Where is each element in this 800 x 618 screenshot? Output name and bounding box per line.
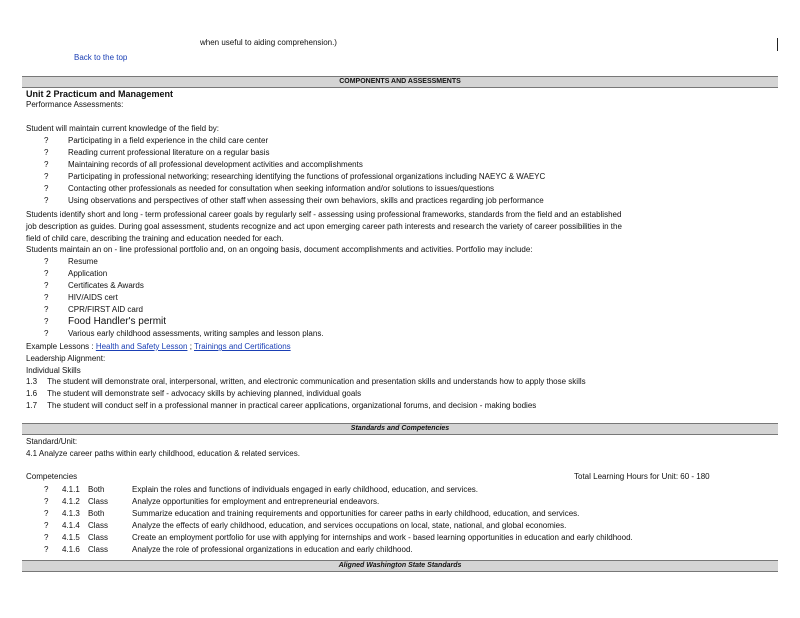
performance-assessments-label: Performance Assessments: [26,100,124,109]
competency-text: Analyze the effects of early childhood, education, and services occupations on local, state, national, and global economies. [132,521,567,530]
bullet-glyph: ? [44,485,49,494]
competency-number: 4.1.1 [62,485,80,494]
components-header: COMPONENTS AND ASSESSMENTS [339,78,461,85]
bullet-item [44,317,166,327]
standard-text: 4.1 Analyze career paths within early childhood, education & related services. [26,449,300,458]
bullet-text: Participating in professional networking; researching identifying the functions of professional organizations including NAEYC & WAEYC [68,172,546,181]
competency-type: Class [88,497,109,506]
text-cursor [777,38,778,51]
competency-row [44,533,633,543]
bullet-text: Using observations and perspectives of other staff when assessing their own behaviors, skills and practices regarding job performance [68,196,544,205]
competency-number: 4.1.2 [62,497,80,506]
bullet-item [44,269,107,279]
bullet-text: Resume [68,257,98,266]
skill-text: The student will conduct self in a professional manner in practical career applications, organizational forums, and decision - making bodies [47,401,537,410]
bullet-text: Contacting other professionals as needed for consultation when seeking information and/or solutions to issues/questions [68,184,495,193]
competency-row [44,509,579,519]
bullet-glyph: ? [44,545,49,554]
example-lessons-label: Example Lessons : [26,342,94,351]
aligned-standards-bar [22,560,778,572]
bullet-glyph: ? [44,136,49,145]
bullet-glyph: ? [44,533,49,542]
competency-row [44,521,566,531]
bullet-item [44,293,118,303]
bullet-text: Participating in a field experience in the child care center [68,136,269,145]
bullet-item [44,172,545,182]
portfolio-intro: Students maintain an on - line professional portfolio and, on an ongoing basis, document accomplishments and activities. Portfolio may include: [26,245,533,254]
bullet-item [44,136,268,146]
competency-row [44,485,478,495]
unit-title: Unit 2 Practicum and Management [26,89,174,99]
bullet-item [44,281,144,291]
skill-number: 1.7 [26,401,38,410]
trainings-certifications-link[interactable]: Trainings and Certifications [194,342,291,351]
competency-text: Summarize education and training requirements and opportunities for career paths in early childhood, education, and services. [132,509,580,518]
bullet-text: Reading current professional literature on a regular basis [68,148,270,157]
bullet-glyph: ? [44,148,49,157]
bullet-item [44,329,324,339]
bullet-glyph: ? [44,497,49,506]
bullet-glyph: ? [44,269,49,278]
paragraph-line: field of child care, describing the training and education needed for each. [26,234,284,243]
skill-row [26,401,536,411]
competency-row [44,497,379,507]
skill-row [26,389,361,399]
back-to-top-link[interactable]: Back to the top [74,53,128,62]
bullet-glyph: ? [44,184,49,193]
skill-row [26,377,586,387]
bullet-glyph: ? [44,160,49,169]
bullet-glyph: ? [44,281,49,290]
total-learning-hours: Total Learning Hours for Unit: 60 - 180 [574,472,710,481]
skill-number: 1.6 [26,389,38,398]
bullet-glyph: ? [44,196,49,205]
competency-text: Analyze opportunities for employment and entrepreneurial endeavors. [132,497,380,506]
competency-text: Explain the roles and functions of individuals engaged in early childhood, education, and services. [132,485,478,494]
bullet-text: HIV/AIDS cert [68,293,118,302]
bullet-text: Various early childhood assessments, writing samples and lesson plans. [68,329,324,338]
bullet-glyph: ? [44,305,49,314]
standard-unit-label: Standard/Unit: [26,437,78,446]
competency-number: 4.1.5 [62,533,80,542]
competency-type: Both [88,485,105,494]
bullet-glyph: ? [44,293,49,302]
competency-type: Both [88,509,105,518]
bullet-text: Certificates & Awards [68,281,144,290]
bullet-glyph: ? [44,521,49,530]
bullet-item [44,196,544,206]
competency-row [44,545,413,555]
competency-type: Class [88,545,109,554]
competency-number: 4.1.3 [62,509,80,518]
competency-text: Analyze the role of professional organizations in education and early childhood. [132,545,413,554]
standards-header-bar [22,423,778,435]
leadership-alignment-label: Leadership Alignment: [26,354,106,363]
bullet-glyph: ? [44,257,49,266]
standards-header: Standards and Competencies [350,425,450,432]
bullet-item [44,160,363,170]
skill-number: 1.3 [26,377,38,386]
components-header-bar [22,76,778,88]
example-separator: ; [189,342,192,351]
example-lessons-row [26,342,291,352]
paragraph-line: job description as guides. During goal assessment, students recognize and act upon emerging career path interests and research the variety of career possibilities in the [26,222,622,231]
aligned-standards-header: Aligned Washington State Standards [338,562,462,569]
skill-text: The student will demonstrate oral, interpersonal, written, and electronic communication and presentation skills and understands how to apply those skills [47,377,586,386]
top-note: when useful to aiding comprehension.) [200,38,337,47]
bullet-glyph: ? [44,172,49,181]
bullet-glyph: ? [44,329,49,338]
competency-type: Class [88,521,109,530]
competency-type: Class [88,533,109,542]
health-safety-lesson-link[interactable]: Health and Safety Lesson [95,342,188,351]
individual-skills-label: Individual Skills [26,366,81,375]
bullet-text: CPR/FIRST AID card [68,305,143,314]
bullet-item [44,305,143,315]
bullet-glyph: ? [44,509,49,518]
bullet-glyph: ? [44,317,49,326]
bullet-text: Food Handler's permit [68,316,167,327]
competencies-label: Competencies [26,472,78,481]
bullet-item [44,257,98,267]
bullet-item [44,184,494,194]
competency-text: Create an employment portfolio for use with applying for internships and work - based learning opportunities in education and early childhood. [132,533,633,542]
paragraph-line: Students identify short and long - term professional career goals by regularly self - assessing using professional frameworks, standards from the field and an established [26,210,622,219]
bullet-item [44,148,269,158]
skill-text: The student will demonstrate self - advocacy skills by achieving planned, individual goals [47,389,362,398]
knowledge-intro: Student will maintain current knowledge of the field by: [26,124,219,133]
bullet-text: Application [68,269,108,278]
competency-number: 4.1.4 [62,521,80,530]
bullet-text: Maintaining records of all professional development activities and accomplishments [68,160,363,169]
competency-number: 4.1.6 [62,545,80,554]
